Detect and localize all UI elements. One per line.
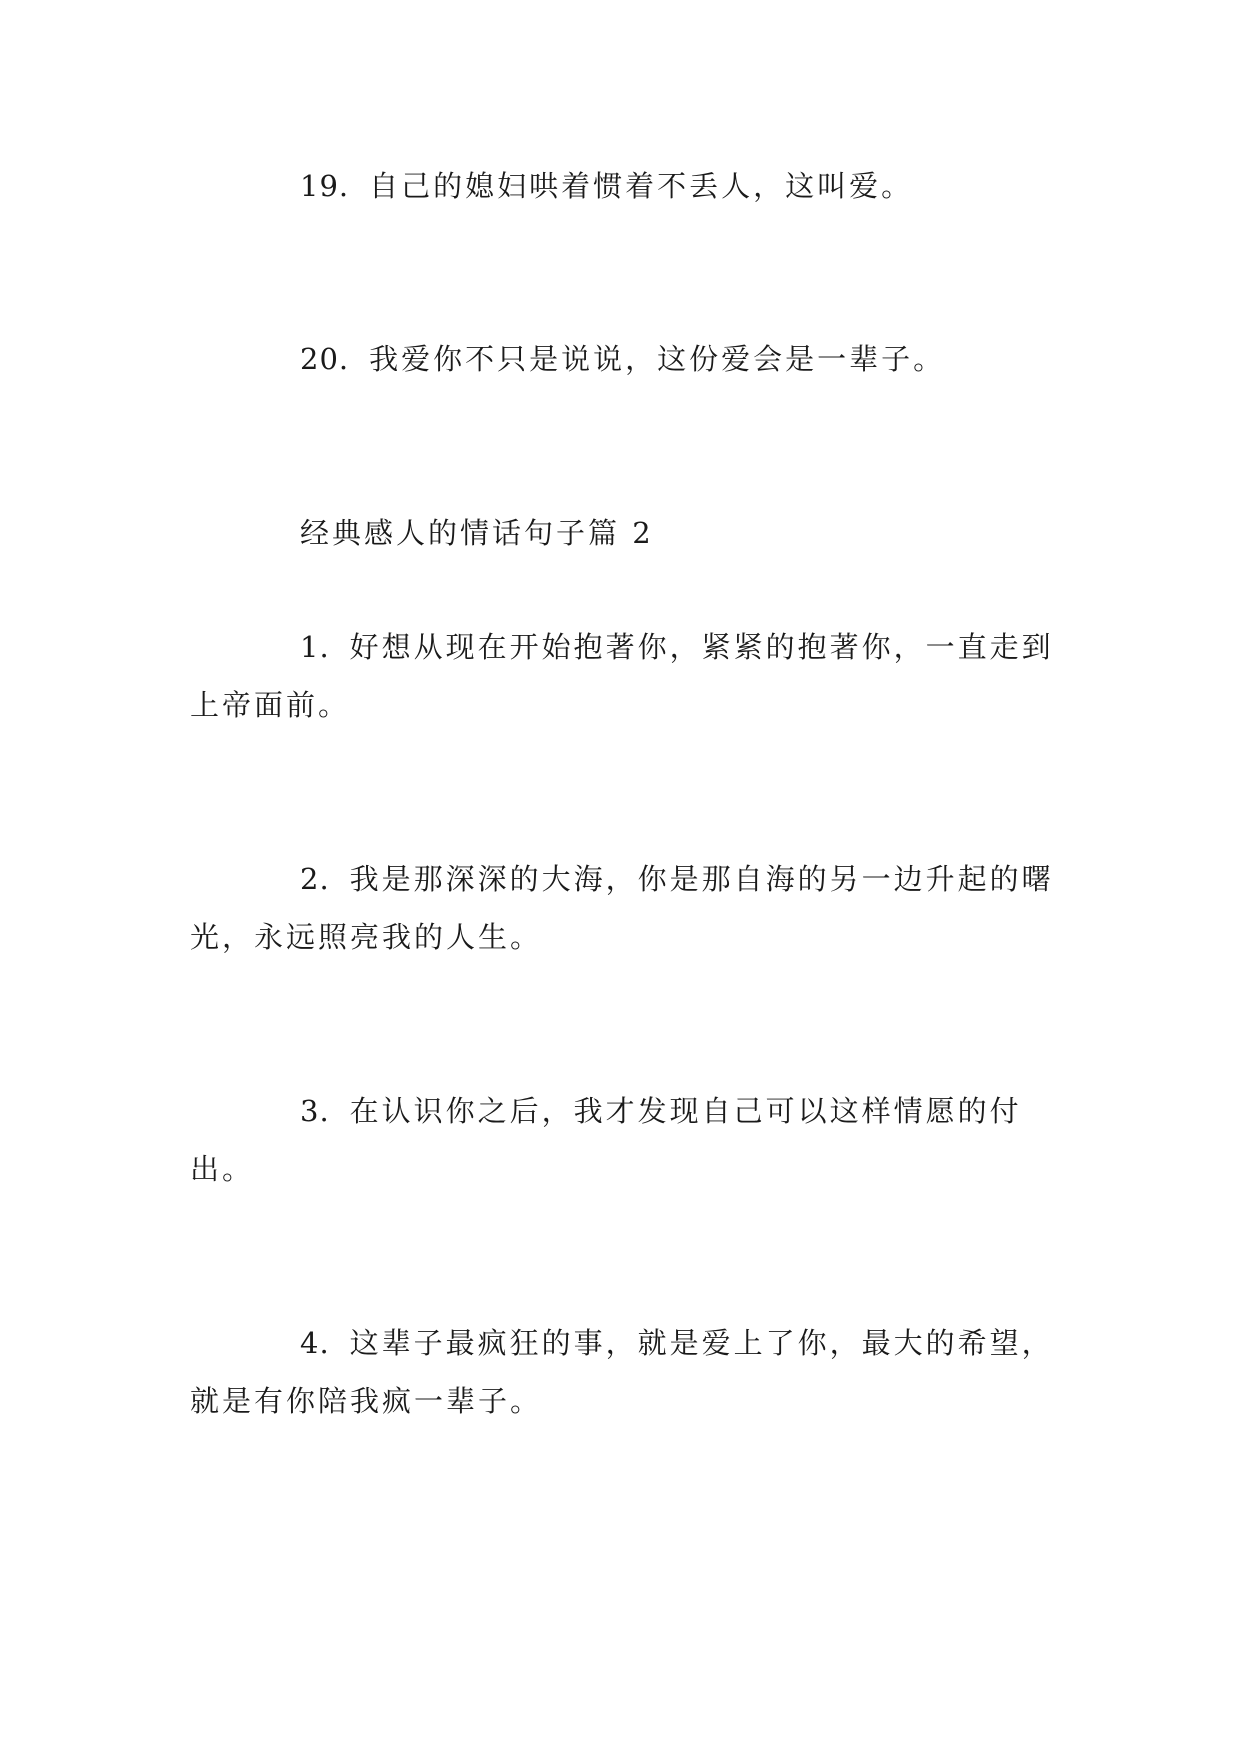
item-number: 19. (300, 169, 350, 203)
list-item-4 (190, 1314, 1060, 1430)
item-number: 3. (300, 1094, 330, 1128)
item-text: 好想从现在开始抱著你，紧紧的抱著你，一直走到上帝面前。 (190, 630, 1054, 722)
item-number: 4. (300, 1326, 330, 1360)
item-text: 在认识你之后，我才发现自己可以这样情愿的付出。 (190, 1094, 1022, 1186)
item-number: 20. (300, 342, 350, 376)
list-item-19 (190, 157, 1060, 215)
item-text: 我是那深深的大海，你是那自海的另一边升起的曙光，永远照亮我的人生。 (190, 862, 1054, 954)
list-item-1 (190, 618, 1060, 734)
list-item-3 (190, 1082, 1060, 1198)
item-number: 1. (300, 630, 330, 664)
item-text: 我爱你不只是说说，这份爱会是一辈子。 (369, 342, 946, 376)
item-text: 这辈子最疯狂的事，就是爱上了你，最大的希望，就是有你陪我疯一辈子。 (190, 1326, 1054, 1418)
item-text: 自己的媳妇哄着惯着不丢人，这叫爱。 (369, 169, 914, 203)
item-number: 2. (300, 862, 330, 896)
list-item-20 (190, 330, 1060, 388)
list-item-2 (190, 850, 1060, 966)
section-title: 经典感人的情话句子篇 2 (300, 516, 654, 550)
